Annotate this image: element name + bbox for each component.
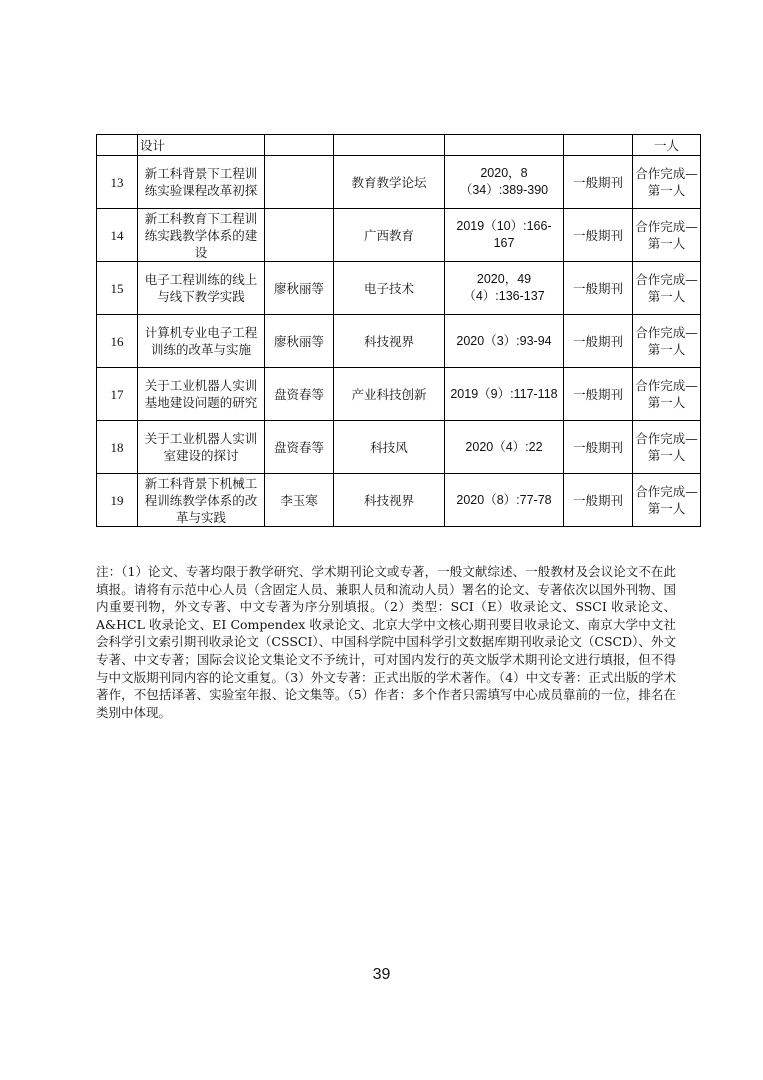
paper-title-cell: 新工科教育下工程训练实践教学体系的建设 (138, 209, 265, 262)
table-row (97, 315, 701, 368)
author-cell: 廖秋丽等 (265, 262, 334, 315)
author-cell (265, 135, 334, 156)
paper-title-cell: 关于工业机器人实训基地建设问题的研究 (138, 368, 265, 421)
journal-cell: 科技视界 (334, 315, 445, 368)
date-cell: 2020（4）:22 (445, 421, 564, 474)
date-cell: 2019（9）:117-118 (445, 368, 564, 421)
role-cell: 一人 (633, 135, 701, 156)
table-row (97, 421, 701, 474)
table-row (97, 474, 701, 527)
date-cell: 2020，49（4）:136-137 (445, 262, 564, 315)
row-number-cell: 16 (97, 315, 138, 368)
type-cell: 一般期刊 (564, 421, 633, 474)
table-row (97, 209, 701, 262)
date-cell: 2020（3）:93-94 (445, 315, 564, 368)
author-cell (265, 156, 334, 209)
role-cell: 合作完成—第一人 (633, 262, 701, 315)
row-number-cell: 14 (97, 209, 138, 262)
publications-table (96, 134, 701, 527)
date-cell: 2020（8）:77-78 (445, 474, 564, 527)
date-cell (445, 135, 564, 156)
table-row (97, 135, 701, 156)
date-cell: 2020，8（34）:389-390 (445, 156, 564, 209)
type-cell: 一般期刊 (564, 156, 633, 209)
row-number-cell: 19 (97, 474, 138, 527)
role-cell: 合作完成—第一人 (633, 209, 701, 262)
role-cell: 合作完成—第一人 (633, 474, 701, 527)
paper-title-cell: 新工科背景下工程训练实验课程改革初探 (138, 156, 265, 209)
journal-cell: 科技风 (334, 421, 445, 474)
footnote: 注：（1）论文、专著均限于教学研究、学术期刊论文或专著，一般文献综述、一般教材及会议论文不在此填报。请将有示范中心人员（含固定人员、兼职人员和流动人员）署名的论文、专著依次以国外刊物、国内重要刊物，外文专著、中文专著为序分别填报。（2）类型：SCI（E）收录论文、SSCI 收录论文、A&HCL 收录论文、EI Compendex 收录论文、北京大学中文核心期刊要目收录论文、南京大学中文社会科学引文索引期刊收录论文（CSSCI）、中国科学院中国科学引文数据库期刊收录论文（CSCD）、外文专著、中文专著；国际会议论文集论文不予统计，可对国内发行的英文版学术期刊论文进行填报，但不得与中文版期刊同内容的论文重复。（3）外文专著：正式出版的学术著作。（4）中文专著：正式出版的学术著作，不包括译著、实验室年报、论文集等。（5）作者：多个作者只需填写中心成员靠前的一位，排名在类别中体现。 (96, 564, 676, 720)
author-cell: 李玉寒 (265, 474, 334, 527)
row-number-cell: 15 (97, 262, 138, 315)
date-cell: 2019（10）:166-167 (445, 209, 564, 262)
row-number-cell: 13 (97, 156, 138, 209)
page-number: 39 (372, 966, 391, 983)
paper-title-cell: 设计 (138, 135, 265, 156)
role-cell: 合作完成—第一人 (633, 368, 701, 421)
role-cell: 合作完成—第一人 (633, 315, 701, 368)
table-row (97, 262, 701, 315)
paper-title-cell: 新工科背景下机械工程训练教学体系的改革与实践 (138, 474, 265, 527)
type-cell (564, 135, 633, 156)
row-number-cell: 18 (97, 421, 138, 474)
author-cell: 盘资春等 (265, 421, 334, 474)
author-cell: 盘资春等 (265, 368, 334, 421)
type-cell: 一般期刊 (564, 262, 633, 315)
journal-cell: 教育教学论坛 (334, 156, 445, 209)
paper-title-cell: 计算机专业电子工程训练的改革与实施 (138, 315, 265, 368)
type-cell: 一般期刊 (564, 315, 633, 368)
table-row (97, 368, 701, 421)
author-cell (265, 209, 334, 262)
author-cell: 廖秋丽等 (265, 315, 334, 368)
role-cell: 合作完成—第一人 (633, 421, 701, 474)
row-number-cell: 17 (97, 368, 138, 421)
type-cell: 一般期刊 (564, 209, 633, 262)
role-cell: 合作完成—第一人 (633, 156, 701, 209)
type-cell: 一般期刊 (564, 474, 633, 527)
journal-cell: 电子技术 (334, 262, 445, 315)
type-cell: 一般期刊 (564, 368, 633, 421)
journal-cell: 产业科技创新 (334, 368, 445, 421)
paper-title-cell: 关于工业机器人实训室建设的探讨 (138, 421, 265, 474)
journal-cell (334, 135, 445, 156)
journal-cell: 科技视界 (334, 474, 445, 527)
table-row (97, 156, 701, 209)
paper-title-cell: 电子工程训练的线上与线下教学实践 (138, 262, 265, 315)
row-number-cell (97, 135, 138, 156)
journal-cell: 广西教育 (334, 209, 445, 262)
